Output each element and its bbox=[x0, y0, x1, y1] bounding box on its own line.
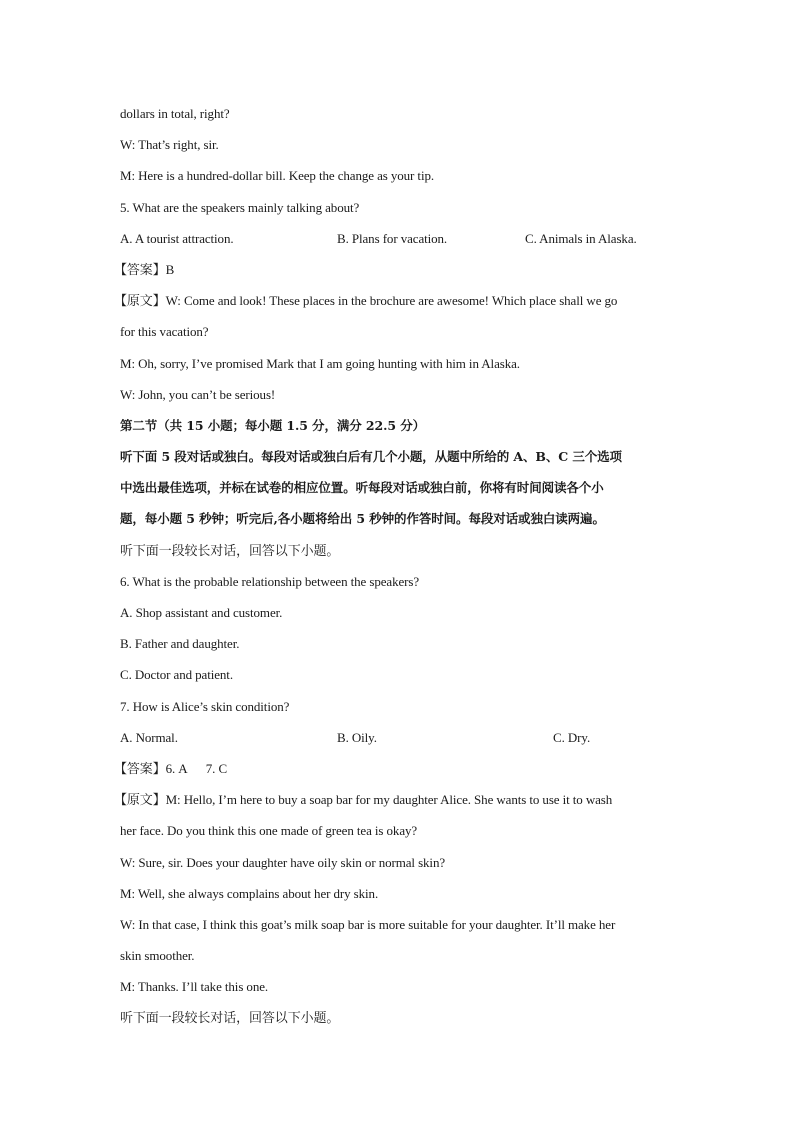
option-b: B. Father and daughter. bbox=[120, 636, 240, 652]
document-page bbox=[114, 98, 680, 1034]
instruction-line: 题，每小题 5 秒钟；听完后,各小题将给出 5 秒钟的作答时间。每段对话或独白读两遍。 bbox=[120, 511, 605, 527]
question-6: 6. What is the probable relationship between the speakers? bbox=[120, 573, 419, 589]
question-7: 7. How is Alice’s skin condition? bbox=[120, 698, 290, 714]
question-5: 5. What are the speakers mainly talking about? bbox=[120, 199, 360, 215]
option-a: A. Shop assistant and customer. bbox=[120, 605, 283, 620]
dialogue-line: W: That’s right, sir. bbox=[120, 137, 219, 153]
instruction-line: 中选出最佳选项，并标在试卷的相应位置。听每段对话或独白前，你将有时间阅读各个小 bbox=[120, 480, 604, 496]
section-heading: 第二节（共 15 小题；每小题 1.5 分，满分 22.5 分） bbox=[120, 417, 425, 433]
transcript-line: W: In that case, I think this goat’s milk soap bar is more suitable for your daughter. It’ll make her bbox=[120, 916, 616, 932]
transcript-line: her face. Do you think this one made of green tea is okay? bbox=[120, 823, 418, 839]
option-b: B. Plans for vacation. bbox=[337, 230, 448, 246]
option-c: C. Dry. bbox=[553, 729, 591, 745]
option-b: B. Oily. bbox=[337, 729, 377, 745]
dialogue-intro: 听下面一段较长对话，回答以下小题。 bbox=[120, 1010, 340, 1026]
option-a: A. A tourist attraction. bbox=[120, 230, 234, 246]
question-5-options bbox=[120, 223, 680, 254]
answer-label: 【答案】6. A 7. C bbox=[114, 760, 228, 776]
transcript-line: W: John, you can’t be serious! bbox=[120, 386, 276, 402]
transcript-line: M: Well, she always complains about her dry skin. bbox=[120, 885, 379, 901]
transcript-line: for this vacation? bbox=[120, 324, 209, 340]
instruction-line: 听下面 5 段对话或独白。每段对话或独白后有几个小题，从题中所给的 A、B、C 三个选项 bbox=[120, 449, 622, 465]
option-c: C. Animals in Alaska. bbox=[525, 230, 637, 246]
transcript-line: 【原文】W: Come and look! These places in the brochure are awesome! Which place shall we go bbox=[114, 293, 618, 309]
option-c: C. Doctor and patient. bbox=[120, 667, 233, 683]
transcript-line: W: Sure, sir. Does your daughter have oily skin or normal skin? bbox=[120, 854, 446, 870]
dialogue-line: dollars in total, right? bbox=[120, 106, 230, 121]
transcript-line: skin smoother. bbox=[120, 948, 195, 964]
dialogue-intro: 听下面一段较长对话，回答以下小题。 bbox=[120, 542, 340, 558]
transcript-line: M: Oh, sorry, I’ve promised Mark that I am going hunting with him in Alaska. bbox=[120, 355, 520, 371]
answer-label: 【答案】B bbox=[114, 261, 175, 277]
option-a: A. Normal. bbox=[120, 729, 178, 745]
dialogue-line: M: Here is a hundred-dollar bill. Keep the change as your tip. bbox=[120, 168, 435, 184]
transcript-line: 【原文】M: Hello, I’m here to buy a soap bar for my daughter Alice. She wants to use it to wash bbox=[114, 792, 613, 808]
transcript-line: M: Thanks. I’ll take this one. bbox=[120, 979, 269, 995]
question-7-options bbox=[120, 722, 680, 753]
